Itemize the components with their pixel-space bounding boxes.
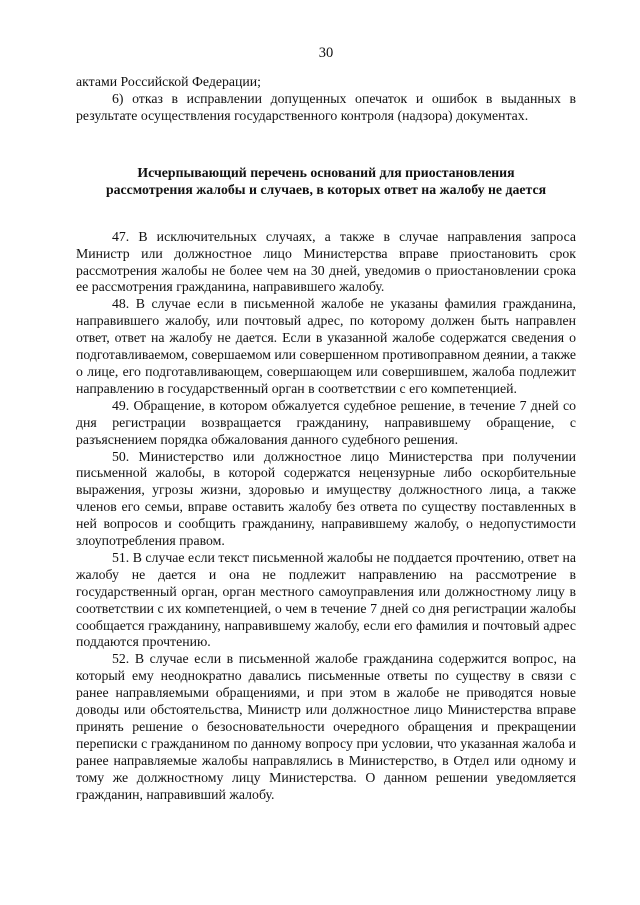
document-page: [76, 0, 576, 905]
paragraph-48: 48. В случае если в письменной жалобе не указаны фамилия гражданина, направившего жалобу, или почтовый адрес, по которому должен быть направлен ответ, ответ на жалобу не дается. Если в указанной жалобе содержатся сведения о подготавливаемом, совершаемом или совершенном противоправном деянии, а также о лице, его подготавливающем, совершающем или совершившем, жалоба подлежит направлению в государственный орган в соответствии с его компетенцией.: [76, 296, 576, 396]
list-item-6: 6) отказ в исправлении допущенных опечаток и ошибок в выданных в результате осуществления государственного контроля (надзора) документах.: [76, 90, 576, 123]
paragraph-51: 51. В случае если текст письменной жалобы не поддается прочтению, ответ на жалобу не дается и она не подлежит направлению на рассмотрение в государственный орган, орган местного самоуправления или должностному лицу в соответствии с их компетенцией, о чем в течение 7 дней со дня регистрации жалобы сообщается гражданину, направившему жалобу, если его фамилия и почтовый адрес поддаются прочтению.: [76, 549, 576, 650]
section-heading: [76, 164, 576, 198]
document-body: [76, 74, 576, 804]
page-number: 30: [318, 45, 334, 61]
paragraph-50: 50. Министерство или должностное лицо Министерства при получении письменной жалобы, в которой содержатся нецензурные либо оскорбительные выражения, угрозы жизни, здоровью и имуществу должностного лица, а также членов его семьи, вправе оставить жалобу без ответа по существу поставленных в ней вопросов и сообщить гражданину, направившему жалобу, о недопустимости злоупотребления правом.: [76, 448, 576, 549]
continuation-line: актами Российской Федерации;: [76, 74, 261, 89]
section-heading-line-2: рассмотрения жалобы и случаев, в которых ответ на жалобу не дается: [105, 181, 547, 197]
section-heading-line-1: Исчерпывающий перечень оснований для приостановления: [137, 164, 515, 180]
paragraph-49: 49. Обращение, в котором обжалуется судебное решение, в течение 7 дней со дня регистрации возвращается гражданину, направившему обращение, с разъяснением порядка обжалования данного судебного решения.: [76, 397, 576, 447]
paragraph-47: 47. В исключительных случаях, а также в случае направления запроса Министр или должностное лицо Министерства вправе приостановить срок рассмотрения жалобы не более чем на 30 дней, уведомив о приостановлении срока ее рассмотрения гражданина, направившего жалобу.: [76, 228, 576, 295]
paragraph-52: 52. В случае если в письменной жалобе гражданина содержится вопрос, на который ему неоднократно давались письменные ответы по существу в связи с ранее направляемыми обращениями, и при этом в жалобе не приводятся новые доводы или обстоятельства, Министр или должностное лицо Министерства вправе принять решение о безосновательности очередного обращения и прекращении переписки с гражданином по данному вопросу при условии, что указанная жалоба и ранее направляемые жалобы направлялись в Министерство, в Отдел или одному и тому же должностному лицу Министерства. О данном решении уведомляется гражданин, направивший жалобу.: [76, 651, 576, 802]
